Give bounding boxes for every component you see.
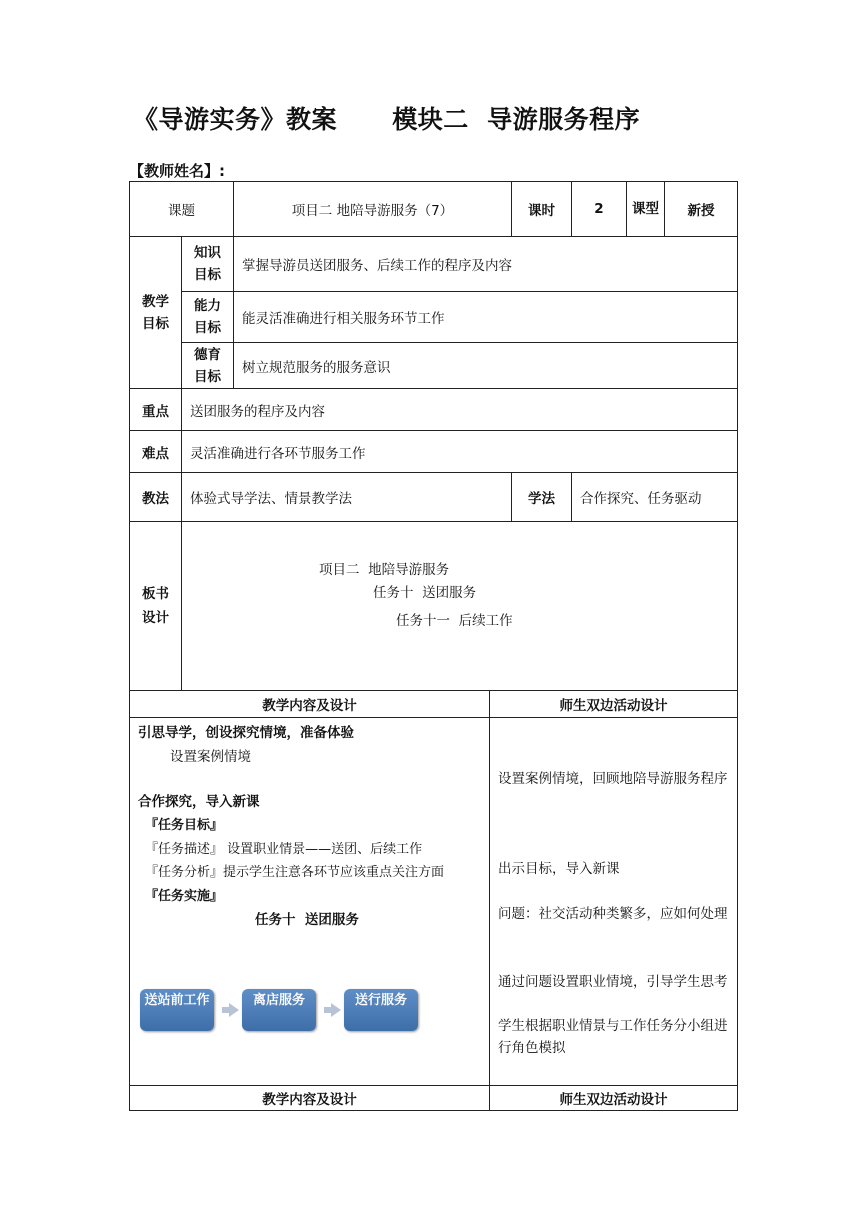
hours-label: 课时	[512, 182, 572, 237]
hours-value: 2	[572, 182, 627, 237]
difficulty-label: 难点	[130, 431, 182, 473]
moral-value: 树立规范服务的服务意识	[234, 343, 738, 389]
teacher-name-label: 【教师姓名】:	[129, 162, 225, 180]
method-value: 体验式导学法、情景教学法	[182, 473, 512, 522]
flow-step: 离店服务	[242, 989, 316, 1031]
learn-label: 学法	[512, 473, 572, 522]
learn-value: 合作探究、任务驱动	[572, 473, 738, 522]
lesson-info-table	[129, 181, 738, 691]
key-value: 送团服务的程序及内容	[182, 389, 738, 431]
footer-header-content: 教学内容及设计	[130, 1086, 490, 1111]
difficulty-value: 灵活准确进行各环节服务工作	[182, 431, 738, 473]
ability-value: 能灵活准确进行相关服务环节工作	[234, 292, 738, 343]
type-value: 新授	[665, 182, 738, 237]
type-label: 课型	[627, 182, 665, 237]
knowledge-value: 掌握导游员送团服务、后续工作的程序及内容	[234, 237, 738, 292]
activity-cell	[490, 718, 737, 1085]
activity-paragraph: 出示目标，导入新课	[498, 861, 620, 877]
board-design	[182, 522, 737, 690]
goals-label: 教学目标	[130, 237, 182, 389]
method-label: 教法	[130, 473, 182, 522]
page-title: 《导游实务》教案 模块二 导游服务程序	[133, 105, 641, 134]
section-heading: 引思导学，创设探究情境，准备体验	[138, 725, 354, 741]
section-heading: 合作探究，导入新课	[138, 794, 260, 810]
col-header-content: 教学内容及设计	[130, 691, 490, 718]
activity-paragraph: 通过问题设置职业情境，引导学生思考	[498, 974, 728, 990]
arrow-right-icon	[331, 1003, 341, 1017]
task-analysis: 『任务分析』提示学生注意各环节应该重点关注方面	[145, 865, 445, 880]
moral-label: 德育目标	[182, 343, 234, 389]
activity-paragraph: 设置案例情境，回顾地陪导游服务程序	[498, 771, 728, 787]
board-line: 任务十 送团服务	[373, 585, 477, 601]
flow-step: 送站前工作	[140, 989, 214, 1031]
task-goal-label: 『任务目标』	[145, 818, 224, 833]
content-cell	[130, 718, 489, 1085]
key-label: 重点	[130, 389, 182, 431]
activity-paragraph: 问题：社交活动种类繁多，应如何处理	[498, 906, 728, 922]
task-implementation-label: 『任务实施』	[145, 889, 224, 904]
col-header-activity: 师生双边活动设计	[490, 691, 738, 718]
board-line: 任务十一 后续工作	[396, 613, 513, 629]
ability-label: 能力目标	[182, 292, 234, 343]
topic-value: 项目二 地陪导游服务（7）	[234, 182, 512, 237]
knowledge-label: 知识目标	[182, 237, 234, 292]
board-label: 板书设计	[130, 522, 182, 691]
task-description: 『任务描述』 设置职业情景——送团、后续工作	[145, 842, 423, 857]
flow-step: 送行服务	[344, 989, 418, 1031]
content-line: 设置案例情境	[170, 749, 251, 765]
footer-header-activity: 师生双边活动设计	[490, 1086, 738, 1111]
task-ten-heading: 任务十 送团服务	[255, 912, 359, 928]
activity-paragraph: 学生根据职业情景与工作任务分小组进行角色模拟	[498, 1018, 728, 1056]
topic-label: 课题	[130, 182, 234, 237]
arrow-right-icon	[229, 1003, 239, 1017]
activity-table	[129, 690, 738, 1111]
board-line: 项目二 地陪导游服务	[319, 562, 450, 578]
